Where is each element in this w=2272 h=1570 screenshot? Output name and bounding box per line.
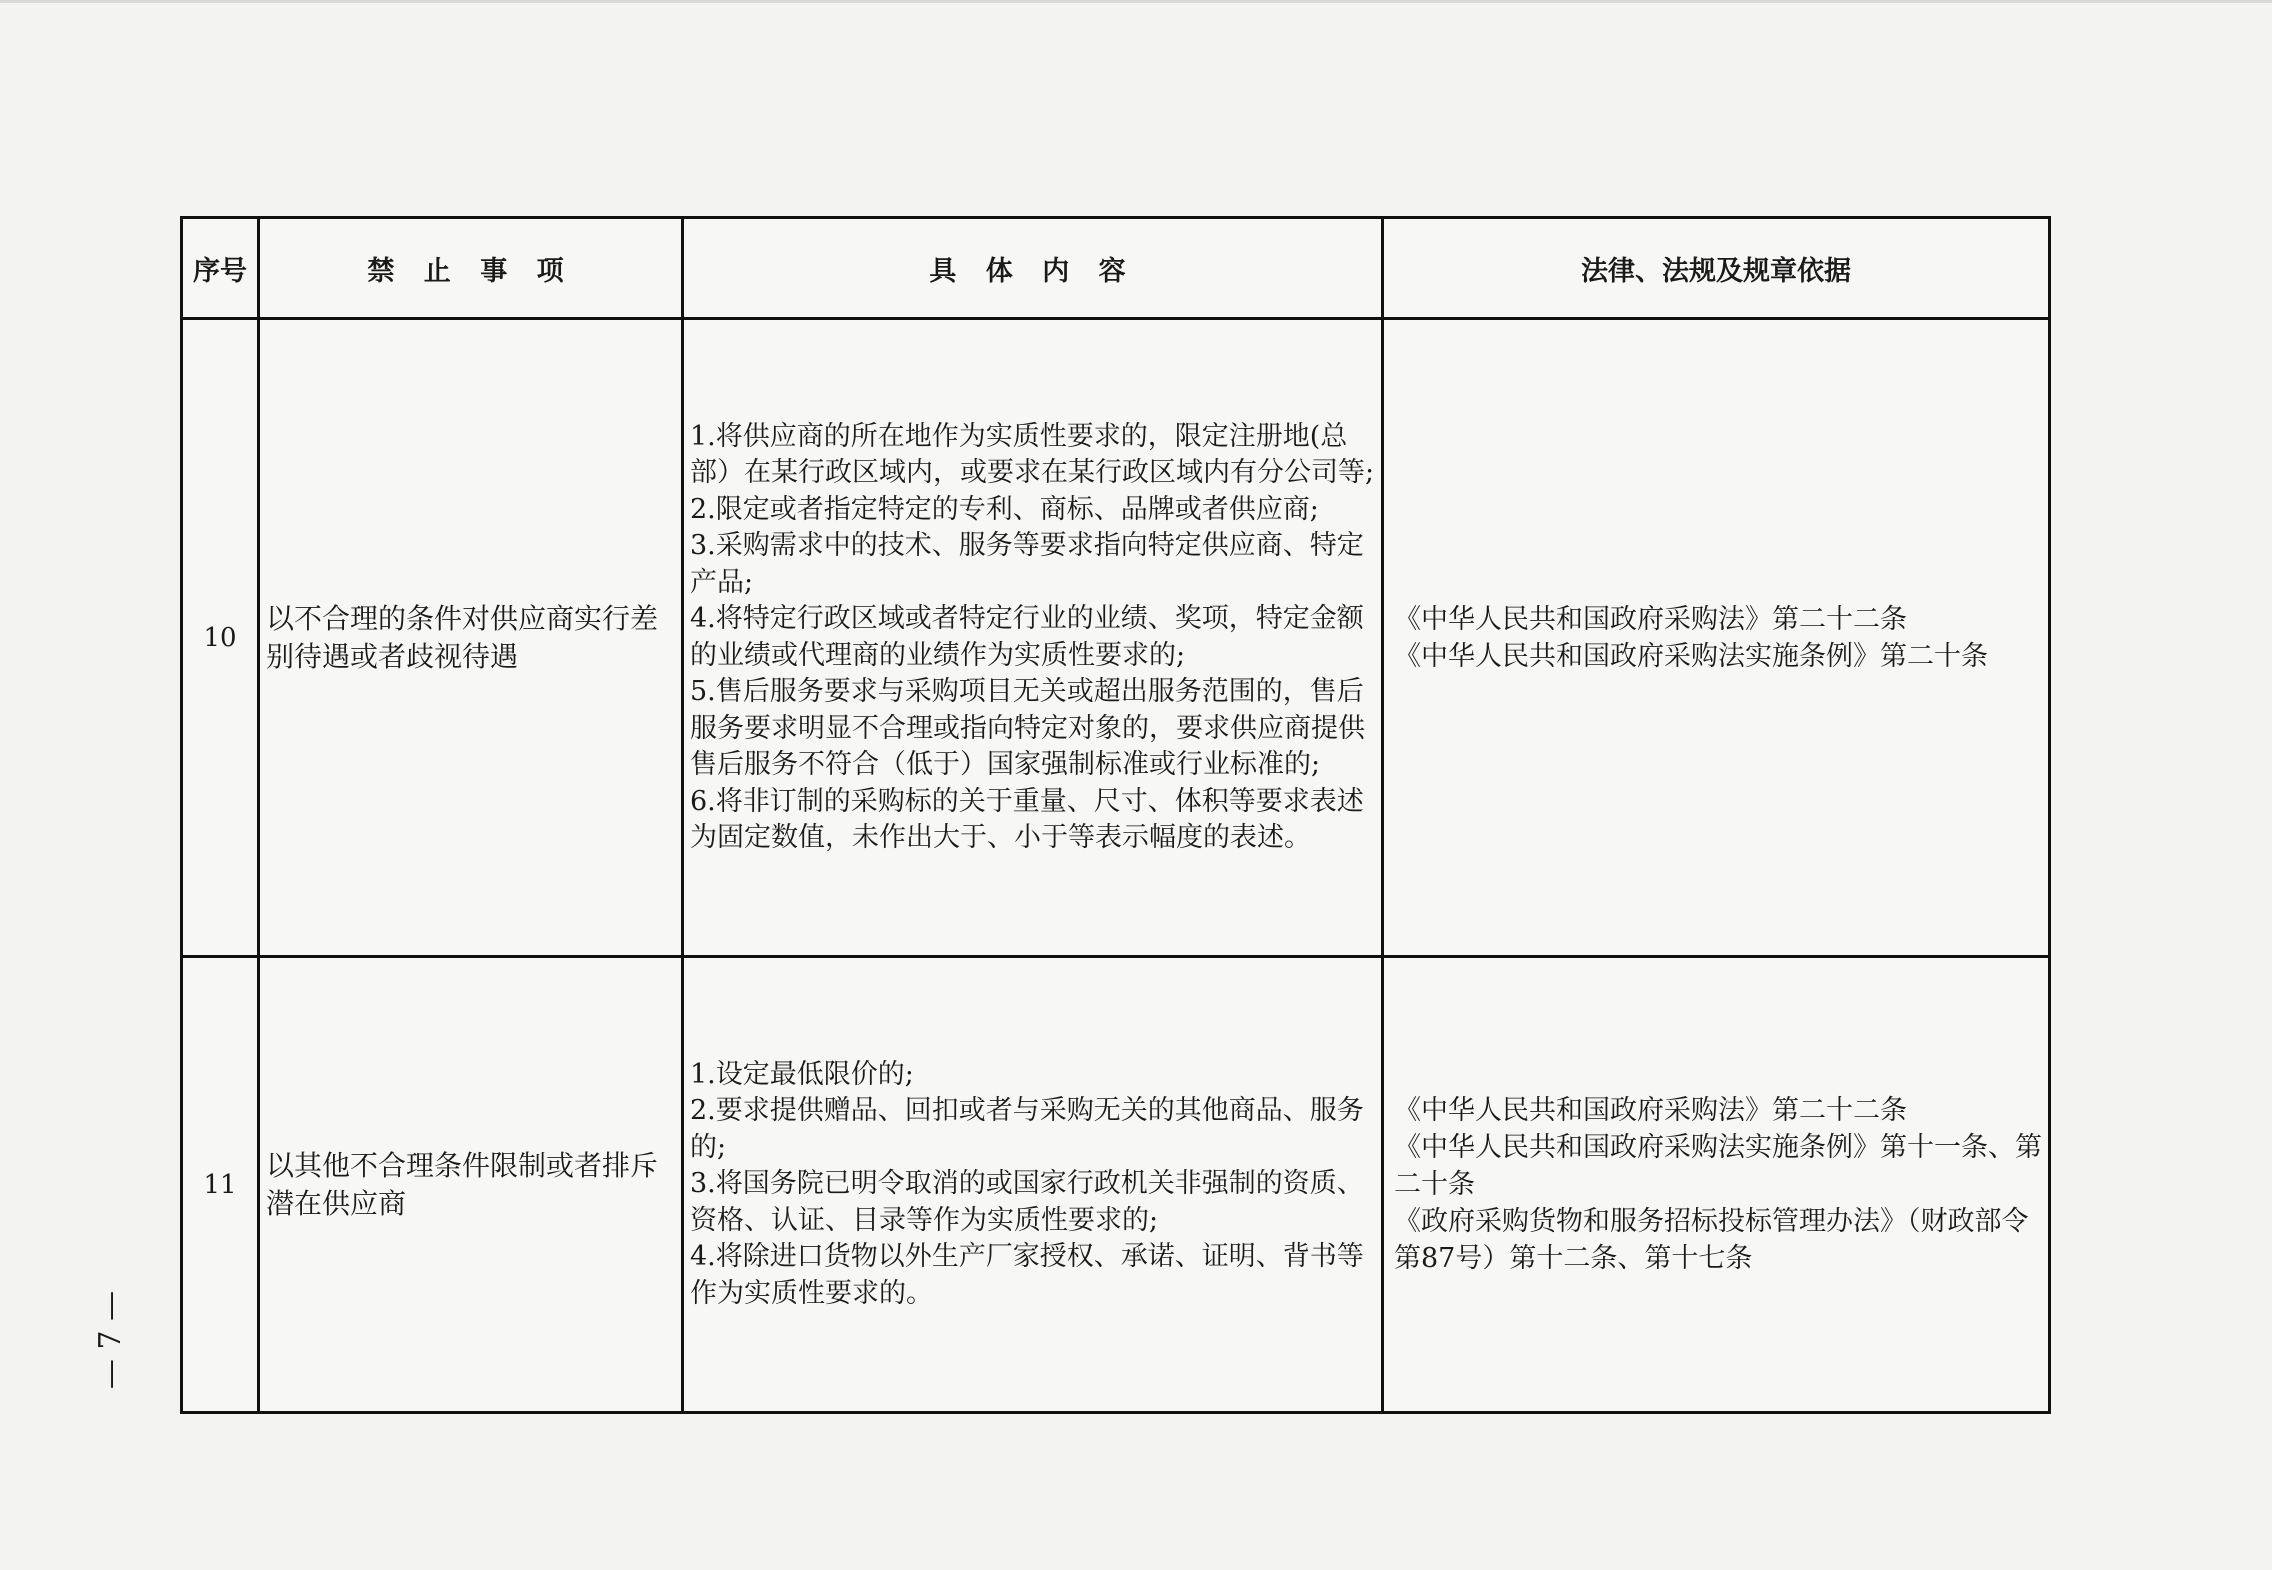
legal-citation: 《中华人民共和国政府采购法》第二十二条 <box>1394 1095 1907 1126</box>
legal-citation: 《中华人民共和国政府采购法》第二十二条 <box>1394 603 1907 635</box>
content-clause: 2.要求提供赠品、回扣或者与采购无关的其他商品、服务的; <box>690 1095 1364 1163</box>
content-clause: 3.将国务院已明令取消的或国家行政机关非强制的资质、资格、认证、目录等作为实质性要求的; <box>690 1168 1364 1236</box>
content-clause: 1.设定最低限价的; <box>690 1058 914 1090</box>
regulation-table <box>180 216 2051 1414</box>
specific-content-cell <box>683 957 1383 1413</box>
legal-basis-cell <box>1383 957 2050 1413</box>
header-specific-content: 具 体 内 容 <box>683 218 1383 319</box>
content-clause: 4.将除进口货物以外生产厂家授权、承诺、证明、背书等作为实质性要求的。 <box>690 1241 1364 1309</box>
content-clause: 3.采购需求中的技术、服务等要求指向特定供应商、特定产品; <box>690 530 1364 598</box>
legal-citation: 《政府采购货物和服务招标投标管理办法》（财政部令第87号）第十二条、第十七条 <box>1394 1206 2029 1274</box>
page-number: — 7 — <box>92 1290 128 1390</box>
content-clause: 4.将特定行政区域或者特定行业的业绩、奖项，特定金额的业绩或代理商的业绩作为实质性要求的; <box>690 603 1364 671</box>
content-clause: 6.将非订制的采购标的关于重量、尺寸、体积等要求表述为固定数值，未作出大于、小于等表示幅度的表述。 <box>690 785 1364 853</box>
legal-basis-cell <box>1383 319 2050 957</box>
prohibited-item-text: 以不合理的条件对供应商实行差别待遇或者歧视待遇 <box>259 319 683 957</box>
content-clause: 1.将供应商的所在地作为实质性要求的，限定注册地(总部）在某行政区域内，或要求在某行政区域内有分公司等; <box>690 420 1375 488</box>
row-number: 11 <box>182 957 259 1413</box>
prohibited-item-text: 以其他不合理条件限制或者排斥潜在供应商 <box>259 957 683 1413</box>
header-legal-basis: 法律、法规及规章依据 <box>1383 218 2050 319</box>
content-clause: 2.限定或者指定特定的专利、商标、品牌或者供应商; <box>690 493 1319 525</box>
legal-citation: 《中华人民共和国政府采购法实施条例》第二十条 <box>1394 640 1988 672</box>
table-row <box>182 319 2050 957</box>
table-row <box>182 957 2050 1413</box>
row-number: 10 <box>182 319 259 957</box>
table-header-row <box>182 218 2050 319</box>
specific-content-cell <box>683 319 1383 957</box>
header-prohibited-item: 禁 止 事 项 <box>259 218 683 319</box>
header-serial-number: 序号 <box>182 218 259 319</box>
content-clause: 5.售后服务要求与采购项目无关或超出服务范围的，售后服务要求明显不合理或指向特定对象的，要求供应商提供售后服务不符合（低于）国家强制标准或行业标准的; <box>690 676 1365 780</box>
legal-citation: 《中华人民共和国政府采购法实施条例》第十一条、第二十条 <box>1394 1132 2042 1200</box>
